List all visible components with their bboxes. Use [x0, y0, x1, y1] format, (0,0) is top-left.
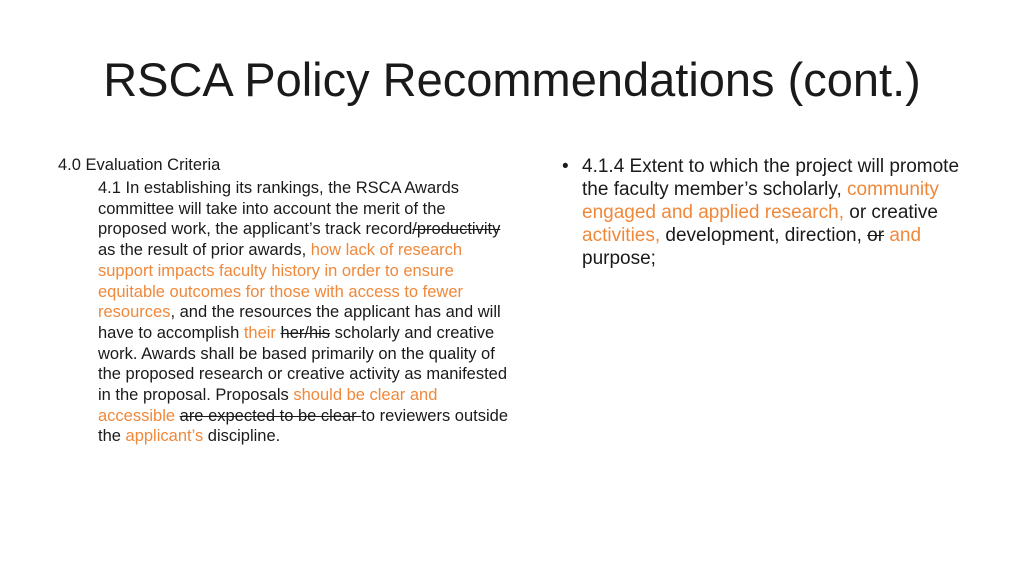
text-run: development, direction, [660, 225, 868, 246]
bullet-item [560, 155, 980, 270]
text-run: discipline. [203, 427, 281, 446]
deleted-text: her/his [280, 323, 331, 342]
inserted-text: and [889, 225, 922, 246]
deleted-text: or [867, 225, 885, 246]
text-run: purpose; [582, 248, 656, 269]
left-column [58, 155, 508, 447]
text-run: 4.1.4 Extent to which the project will promote the faculty member’s scholarly, [582, 156, 960, 200]
criteria-paragraph [98, 178, 510, 447]
slide-title: RSCA Policy Recommendations (cont.) [103, 53, 921, 106]
section-heading: 4.0 Evaluation Criteria [58, 156, 221, 174]
deleted-text: are expected to be clear [179, 406, 362, 425]
inserted-text: their [243, 323, 276, 342]
text-run: to reviewers outside the [98, 406, 509, 446]
text-run: or creative [843, 202, 938, 223]
inserted-text: community engaged and applied research, [582, 179, 939, 223]
text-run: 4.1 In establishing its rankings, the RSCA Awards committee will take into account the merit of the proposed work, the applicant’s track record [98, 179, 460, 239]
bullet-icon: • [562, 156, 569, 177]
text-run: as the result of prior awards, [98, 241, 311, 260]
text-run: , and the resources the applicant has and will have to accomplish [98, 303, 501, 342]
inserted-text: applicant’s [125, 427, 204, 446]
right-column [560, 155, 980, 270]
inserted-text: activities, [582, 225, 661, 246]
inserted-text: should be clear and accessible [98, 386, 438, 425]
deleted-text: /productivity [412, 220, 501, 239]
inserted-text: how lack of research support impacts faculty history in order to ensure equitable outcomes for those with access to fewer resources [98, 241, 464, 322]
text-run: scholarly and creative work. Awards shall be based primarily on the quality of the proposed research or creative activity as manifested in the proposal. Proposals [98, 323, 508, 405]
